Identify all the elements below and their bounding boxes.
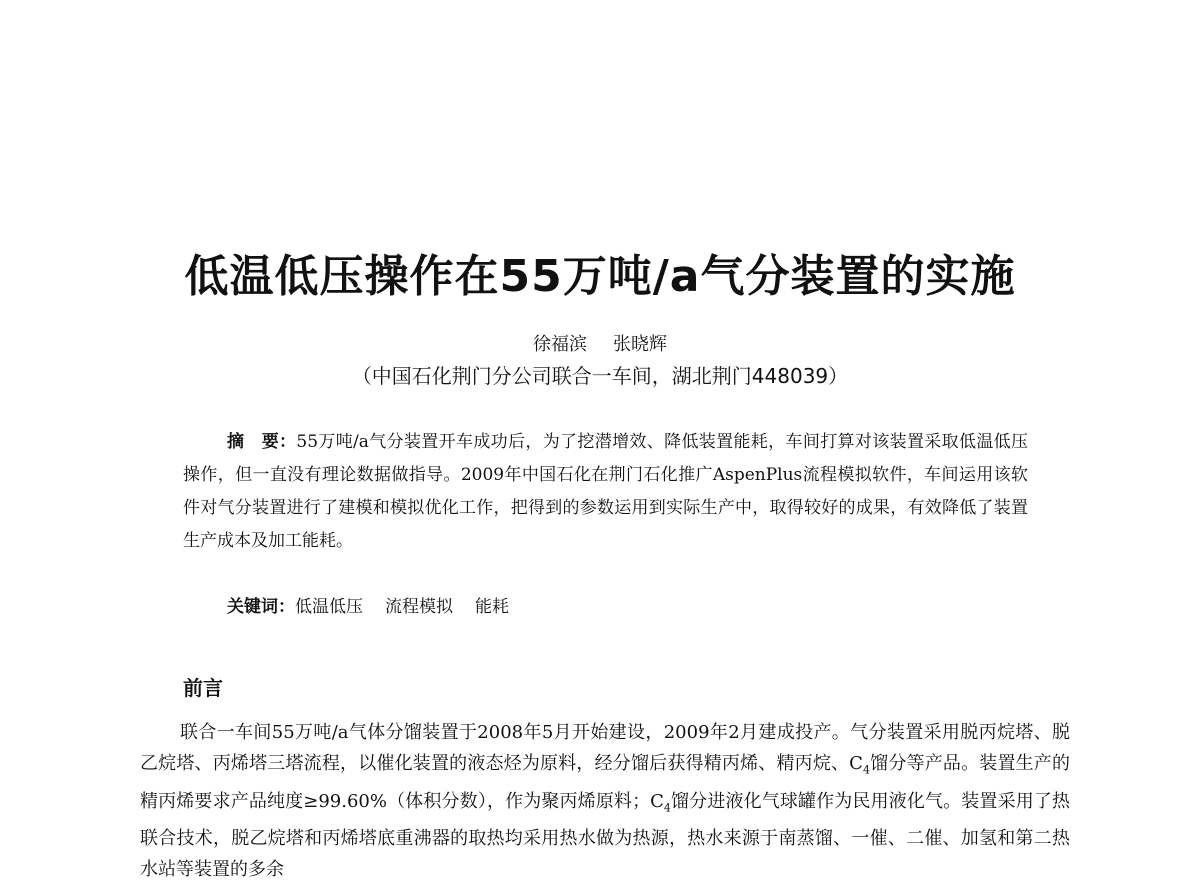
body-paragraph [140,717,1070,885]
subscript: 4 [663,801,671,815]
paper-title: 低温低压操作在55万吨/a气分装置的实施 [184,251,1016,302]
keywords-label: 关键词： [227,597,295,617]
subscript: 4 [862,763,870,777]
keyword: 低温低压 [295,597,363,617]
section-heading: 前言 [183,676,223,700]
author-list [0,330,1200,356]
author-name: 张晓辉 [613,334,667,355]
affiliation: （中国石化荆门分公司联合一车间，湖北荆门448039） [351,364,849,388]
keyword: 能耗 [475,597,509,617]
author-name: 徐福滨 [533,334,587,355]
abstract [183,426,1028,558]
paragraph-text: 联合一车间55万吨/a气体分馏装置于2008年5月开始建设，2009年2月建成投产。气分装置采用脱丙烷塔、脱乙烷塔、丙烯塔三塔流程，以催化装置的液态烃为原料，经分馏后获得精丙烯、精丙烷、C [140,722,1070,774]
keyword: 流程模拟 [385,597,453,617]
abstract-text: 55万吨/a气分装置开车成功后，为了挖潜增效、降低装置能耗，车间打算对该装置采取低温低压操作，但一直没有理论数据做指导。2009年中国石化在荆门石化推广AspenPlus流程模拟软件，车间运用该软件对气分装置进行了建模和模拟优化工作，把得到的参数运用到实际生产中，取得较好的成果，有效降低了装置生产成本及加工能耗。 [183,432,1029,551]
paragraph-text: 馏分等产品。装置生产的精丙烯要求产品纯度≥99.60%（体积分数），作为聚丙烯原料；C [140,753,1070,812]
paragraph-text: 馏分进液化气球罐作为民用液化气。装置采用了热联合技术，脱乙烷塔和丙烯塔底重沸器的取热均采用热水做为热源，热水来源于南蒸馏、一催、二催、加氢和第二热水站等装置的多余 [140,790,1070,881]
abstract-label: 摘 要： [227,432,297,452]
keywords [227,592,509,617]
